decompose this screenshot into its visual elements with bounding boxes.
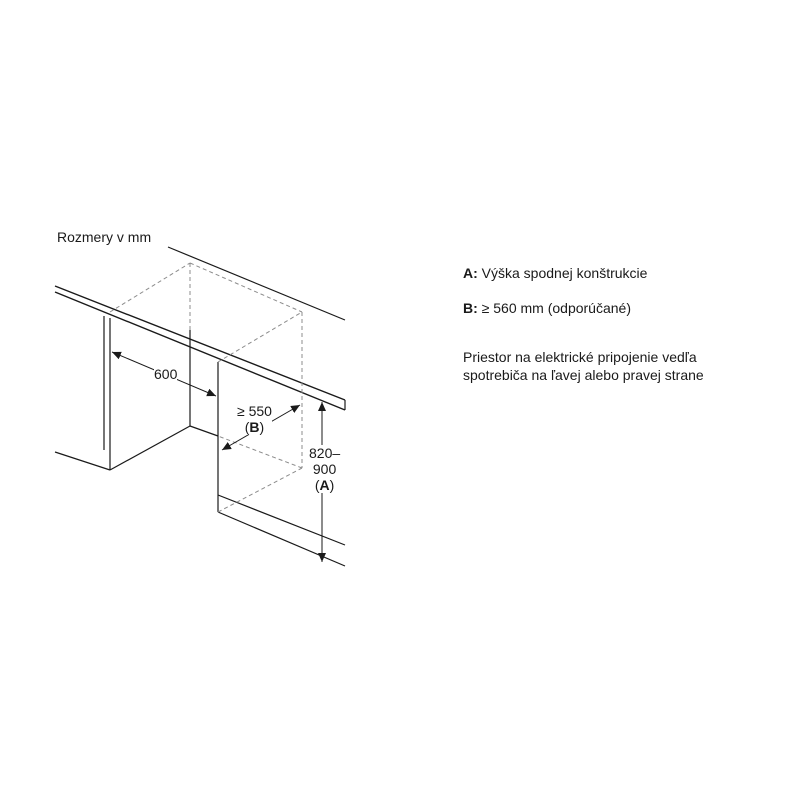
legend-a-text: Výška spodnej konštrukcie <box>477 265 648 281</box>
left-cabinet-floor <box>190 426 218 436</box>
depth-label <box>237 403 272 435</box>
legend-a-key: A: <box>463 265 478 281</box>
height-value-line1: 820– <box>309 445 341 461</box>
legend-b-text: ≥ 560 mm (odporúčané) <box>477 300 631 316</box>
depth-value: ≥ 550 <box>237 403 272 419</box>
height-label <box>309 445 340 493</box>
legend-a <box>463 265 647 282</box>
left-cabinet-base <box>55 452 110 470</box>
electrical-note: Priestor na elektrické pripojenie vedľa spotrebiča na ľavej alebo pravej strane <box>463 349 704 383</box>
left-cabinet-inner <box>110 426 190 470</box>
niche-outline <box>110 263 302 512</box>
countertop-back-edge <box>168 247 345 320</box>
height-key: (A) <box>314 477 335 493</box>
depth-key: (B) <box>244 419 265 435</box>
dimensions-title: Rozmery v mm <box>57 229 152 245</box>
legend-b-key: B: <box>463 300 478 316</box>
width-label: 600 <box>154 366 178 382</box>
height-value-line2: 900 <box>312 461 337 477</box>
legend-b <box>463 300 631 317</box>
